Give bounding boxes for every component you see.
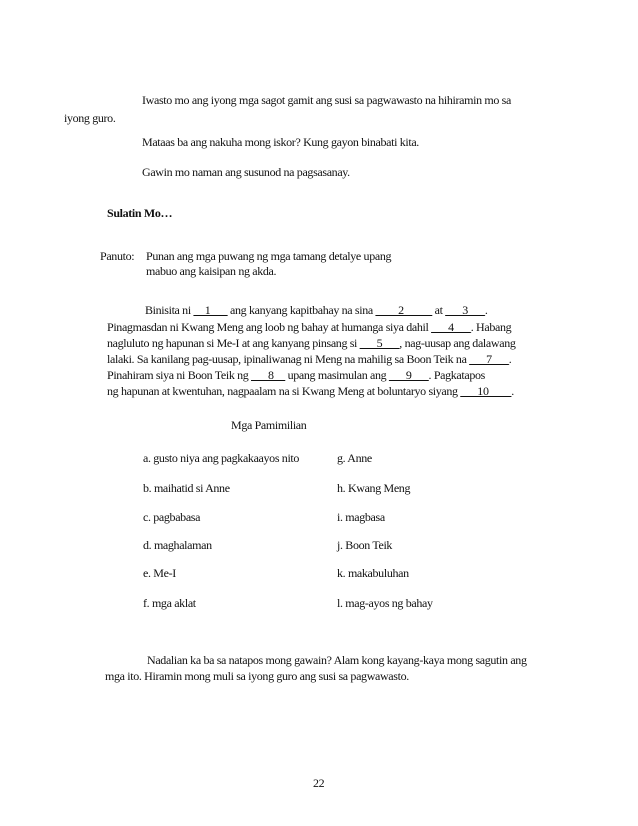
choice-l: l. mag-ayos ng bahay [337, 596, 433, 610]
paragraph-text: . [508, 352, 512, 366]
paragraph-text: nagluluto ng hapunan si Me-I at ang kanyang pinsang si [107, 336, 360, 350]
choice-i: i. magbasa [337, 510, 385, 524]
paragraph-text: Pinahiram siya ni Boon Teik ng [107, 368, 252, 382]
intro-line-4: Gawin mo naman ang susunod na pagsasanay. [142, 165, 350, 179]
closing-line-2: mga ito. Hiramin mong muli sa iyong guro ang susi sa pagwawasto. [105, 669, 409, 683]
blank-4: ___4___ [431, 320, 471, 334]
paragraph-line-5 [107, 368, 485, 382]
paragraph-text: . [511, 384, 514, 398]
intro-line-2: iyong guro. [64, 111, 116, 125]
page-number: 22 [313, 776, 325, 790]
blank-7: ___7___ [469, 352, 509, 366]
choices-title: Mga Pamimilian [231, 418, 307, 432]
panuto-label: Panuto: [100, 249, 135, 263]
paragraph-text: at [432, 303, 446, 317]
blank-9: ___9___ [388, 368, 429, 382]
intro-line-3: Mataas ba ang nakuha mong iskor? Kung gayon binabati kita. [142, 135, 419, 149]
choice-a: a. gusto niya ang pagkakaayos nito [143, 451, 300, 465]
paragraph-text: upang masimulan ang [284, 368, 389, 382]
paragraph-text: Binisita ni [145, 303, 194, 317]
paragraph-line-2 [107, 320, 511, 334]
paragraph-text: ng hapunan at kwentuhan, nagpaalam na si Kwang Meng at boluntaryo siyang [107, 384, 461, 398]
choice-g: g. Anne [337, 451, 372, 465]
paragraph-text: Pinagmasdan ni Kwang Meng ang loob ng bahay at humanga siya dahil [107, 320, 432, 334]
blank-10: ___10____ [460, 384, 512, 398]
closing-line-1: Nadalian ka ba sa natapos mong gawain? Alam kong kayang-kaya mong sagutin ang [147, 653, 527, 667]
paragraph-text: , nag-uusap ang dalawang [399, 336, 516, 350]
panuto-line-1: Punan ang mga puwang ng mga tamang detalye upang [146, 249, 392, 263]
panuto-line-2: mabuo ang kaisipan ng akda. [146, 264, 277, 278]
blank-3: ___3___ [445, 303, 485, 317]
choice-c: c. pagbabasa [143, 510, 201, 524]
paragraph-text: . [484, 303, 488, 317]
intro-line-1: Iwasto mo ang iyong mga sagot gamit ang susi sa pagwawasto na hihiramin mo sa [142, 93, 511, 107]
section-title: Sulatin Mo… [107, 206, 173, 220]
paragraph-text: ang kanyang kapitbahay na sina [227, 303, 376, 317]
blank-2: ____2_____ [375, 303, 432, 317]
paragraph-text: . Pagkatapos [428, 368, 485, 382]
choice-j: j. Boon Teik [337, 538, 393, 552]
choice-f: f. mga aklat [143, 596, 196, 610]
blank-1: __1___ [193, 303, 228, 317]
choice-d: d. maghalaman [143, 538, 212, 552]
paragraph-text: lalaki. Sa kanilang pag-uusap, ipinaliwanag ni Meng na mahilig sa Boon Teik na [107, 352, 470, 366]
blank-8: ___8__ [251, 368, 285, 382]
blank-5: ___5___ [359, 336, 400, 350]
paragraph-line-3 [107, 336, 516, 350]
choice-e: e. Me-I [143, 566, 176, 580]
paragraph-line-1 [145, 303, 487, 317]
paragraph-line-4 [107, 352, 511, 366]
choice-b: b. maihatid si Anne [143, 481, 230, 495]
paragraph-text: . Habang [470, 320, 512, 334]
choice-k: k. makabuluhan [337, 566, 409, 580]
choice-h: h. Kwang Meng [337, 481, 411, 495]
paragraph-line-6 [107, 384, 514, 398]
